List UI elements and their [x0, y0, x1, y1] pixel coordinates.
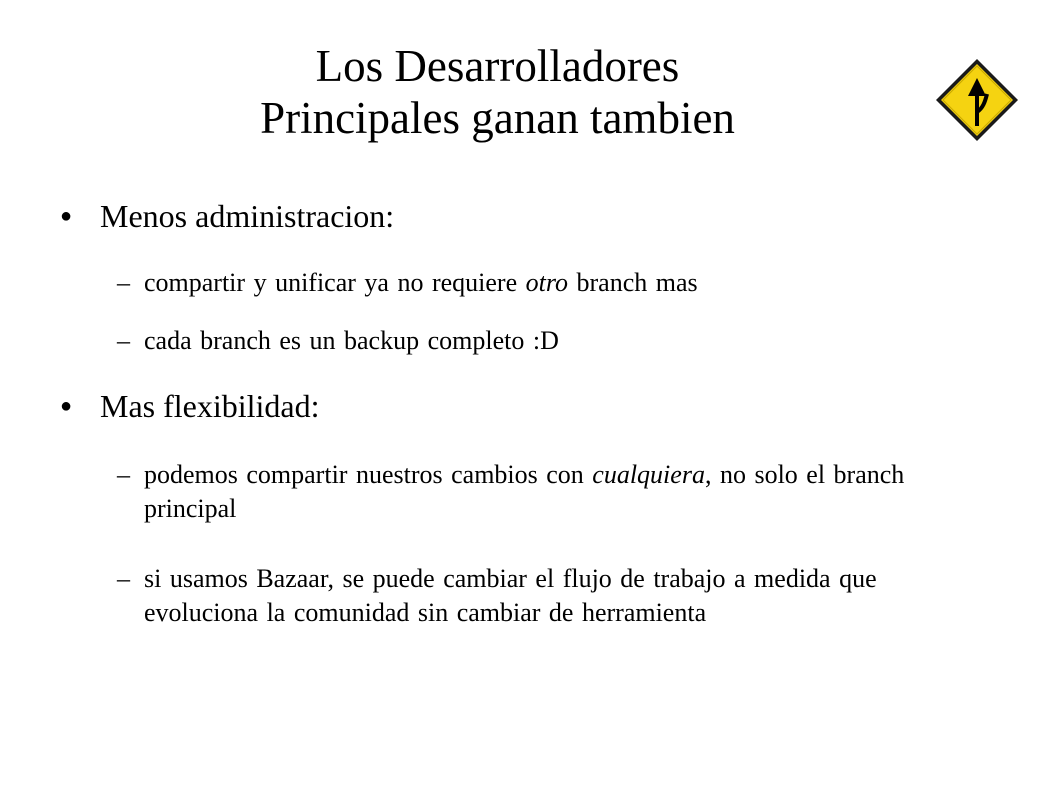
- text-segment: branch mas: [568, 268, 698, 297]
- text-segment: compartir y unificar ya no requiere: [144, 268, 526, 297]
- bullet-label: Mas flexibilidad:: [100, 388, 320, 424]
- slide-title: [80, 40, 915, 144]
- emphasis-text: cualquiera: [592, 460, 705, 489]
- merge-arrow-road-sign-icon: [933, 56, 1021, 144]
- sub-item-text: [144, 324, 999, 358]
- bullet-marker: ●: [60, 205, 73, 227]
- slide-title-line-1: Los Desarrolladores: [315, 41, 680, 91]
- dash-marker: –: [117, 268, 130, 297]
- text-segment: podemos compartir nuestros cambios con: [144, 460, 593, 489]
- sub-item-text: [144, 458, 999, 526]
- sub-item-text: [144, 266, 999, 300]
- dash-marker: –: [117, 564, 130, 593]
- dash-marker: –: [117, 460, 130, 489]
- text-segment: , no solo el branch principal: [144, 460, 905, 523]
- bullet-label: Menos administracion:: [100, 198, 395, 234]
- dash-marker: –: [117, 326, 130, 355]
- sub-item-text: [144, 562, 999, 630]
- bullet-marker: ●: [60, 395, 73, 417]
- slide-title-line-2: Principales ganan tambien: [260, 93, 735, 143]
- emphasis-text: otro: [525, 268, 569, 297]
- text-segment: si usamos Bazaar, se puede cambiar el flujo de trabajo a medida que evoluciona la comunidad sin cambiar de herramienta: [144, 564, 877, 627]
- text-segment: cada branch es un backup completo :D: [144, 326, 559, 355]
